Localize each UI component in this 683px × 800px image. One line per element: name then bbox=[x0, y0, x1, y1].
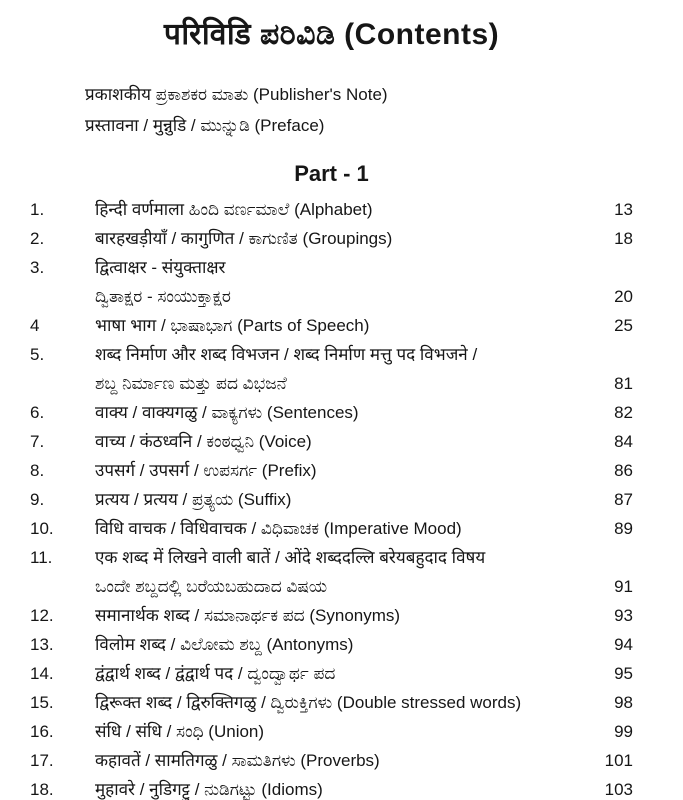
entry-text bbox=[95, 427, 597, 456]
entry-text bbox=[95, 224, 597, 253]
entry-line: हिन्दी वर्णमाला ಹಿಂದಿ ವರ್ಣಮಾಲೆ (Alphabet) bbox=[95, 200, 373, 219]
entry-line: प्रत्यय / प्रत्यय / ಪ್ರತ್ಯಯ (Suffix) bbox=[95, 490, 292, 509]
entry-text bbox=[95, 398, 597, 427]
toc-entry bbox=[30, 630, 633, 659]
toc-entry bbox=[30, 311, 633, 340]
toc-entries bbox=[30, 195, 633, 800]
entry-line: ಒಂದೇ ಶಬ್ದದಲ್ಲಿ ಬರೆಯಬಹುದಾದ ವಿಷಯ bbox=[95, 577, 328, 596]
entry-line: ಶಬ್ದ ನಿರ್ಮಾಣ ಮತ್ತು ಪದ ವಿಭಜನೆ bbox=[95, 374, 287, 393]
front-matter bbox=[85, 79, 633, 141]
entry-page-number: 101 bbox=[604, 751, 633, 770]
entry-number: 7. bbox=[30, 432, 45, 451]
entry-page-number: 95 bbox=[614, 664, 633, 683]
entry-text bbox=[95, 543, 597, 601]
toc-entry bbox=[30, 717, 633, 746]
entry-page-number: 13 bbox=[614, 200, 633, 219]
entry-page-number: 98 bbox=[614, 693, 633, 712]
entry-number: 2. bbox=[30, 229, 45, 248]
entry-number: 3. bbox=[30, 258, 45, 277]
entry-page-number: 94 bbox=[614, 635, 633, 654]
entry-line: भाषा भाग / ಭಾಷಾಭಾಗ (Parts of Speech) bbox=[95, 316, 370, 335]
entry-line: वाक्य / वाक्यगळु / ವಾಕ್ಯಗಳು (Sentences) bbox=[95, 403, 359, 422]
entry-line: बारहखड़ीयाँ / कागुणित / ಕಾಗುಣಿತ (Groupings) bbox=[95, 229, 393, 248]
entry-text bbox=[95, 456, 597, 485]
toc-entry bbox=[30, 601, 633, 630]
entry-page-number: 20 bbox=[614, 287, 633, 306]
entry-line: द्वंद्वार्थ शब्द / द्वंद्वार्थ पद / ದ್ವಂದ್ವಾರ್ಥ ಪದ bbox=[95, 664, 336, 683]
entry-page-number: 18 bbox=[614, 229, 633, 248]
front-matter-preface: प्रस्तावना / मुन्नुडि / ಮುನ್ನುಡಿ (Preface) bbox=[85, 116, 325, 135]
entry-text bbox=[95, 195, 597, 224]
toc-entry bbox=[30, 514, 633, 543]
entry-page-number: 82 bbox=[614, 403, 633, 422]
entry-number: 9. bbox=[30, 490, 45, 509]
entry-text bbox=[95, 630, 597, 659]
toc-entry bbox=[30, 195, 633, 224]
entry-line: एक शब्द में लिखने वाली बातें / ओंदे शब्ददल्लि बरेयबहुदाद विषय bbox=[95, 548, 486, 567]
entry-text bbox=[95, 514, 597, 543]
entry-number: 13. bbox=[30, 635, 54, 654]
entry-text bbox=[95, 717, 597, 746]
entry-text bbox=[95, 688, 597, 717]
entry-number: 15. bbox=[30, 693, 54, 712]
entry-line: कहावतें / सामतिगळु / ಸಾಮತಿಗಳು (Proverbs) bbox=[95, 751, 380, 770]
entry-number: 6. bbox=[30, 403, 45, 422]
entry-number: 17. bbox=[30, 751, 54, 770]
entry-page-number: 86 bbox=[614, 461, 633, 480]
part-heading: Part - 1 bbox=[294, 161, 369, 186]
entry-number: 11. bbox=[30, 548, 53, 567]
entry-number: 1. bbox=[30, 200, 45, 219]
toc-entry bbox=[30, 485, 633, 514]
toc-entry bbox=[30, 775, 633, 800]
entry-page-number: 81 bbox=[614, 374, 633, 393]
entry-text bbox=[95, 311, 597, 340]
entry-page-number: 103 bbox=[604, 780, 633, 799]
entry-line: विधि वाचक / विधिवाचक / ವಿಧಿವಾಚಕ (Imperative Mood) bbox=[95, 519, 462, 538]
entry-line: शब्द निर्माण और शब्द विभजन / शब्द निर्माण मत्तु पद विभजने / bbox=[95, 345, 478, 364]
entry-text bbox=[95, 601, 597, 630]
entry-text bbox=[95, 485, 597, 514]
entry-line: संधि / संधि / ಸಂಧಿ (Union) bbox=[95, 722, 265, 741]
toc-entry bbox=[30, 456, 633, 485]
toc-entry bbox=[30, 340, 633, 398]
entry-number: 14. bbox=[30, 664, 54, 683]
entry-text bbox=[95, 659, 597, 688]
toc-entry bbox=[30, 746, 633, 775]
entry-number: 12. bbox=[30, 606, 54, 625]
entry-number: 4 bbox=[30, 316, 40, 335]
entry-page-number: 89 bbox=[614, 519, 633, 538]
toc-entry bbox=[30, 688, 633, 717]
entry-line: ದ್ವಿತಾಕ್ಷರ - ಸಂಯುಕ್ತಾಕ್ಷರ bbox=[95, 287, 231, 306]
entry-text bbox=[95, 253, 597, 311]
entry-number: 8. bbox=[30, 461, 45, 480]
entry-number: 5. bbox=[30, 345, 45, 364]
toc-entry bbox=[30, 398, 633, 427]
entry-page-number: 84 bbox=[614, 432, 633, 451]
entry-text bbox=[95, 775, 597, 800]
entry-line: उपसर्ग / उपसर्ग / ಉಪಸರ್ಗ (Prefix) bbox=[95, 461, 317, 480]
entry-page-number: 91 bbox=[614, 577, 633, 596]
entry-number: 18. bbox=[30, 780, 54, 799]
entry-page-number: 25 bbox=[614, 316, 633, 335]
front-matter-publishers-note: प्रकाशकीय ಪ್ರಕಾಶಕರ ಮಾತು (Publisher's Note) bbox=[85, 85, 388, 104]
entry-page-number: 87 bbox=[614, 490, 633, 509]
entry-page-number: 93 bbox=[614, 606, 633, 625]
entry-number: 16. bbox=[30, 722, 54, 741]
toc-entry bbox=[30, 253, 633, 311]
entry-line: मुहावरे / नुडिगट्टु / ನುಡಿಗಟ್ಟು (Idioms) bbox=[95, 780, 323, 799]
entry-line: द्वित्वाक्षर - संयुक्ताक्षर bbox=[95, 258, 226, 277]
toc-entry bbox=[30, 427, 633, 456]
entry-line: समानार्थक शब्द / ಸಮಾನಾರ್ಥಕ ಪದ (Synonyms) bbox=[95, 606, 401, 625]
entry-text bbox=[95, 340, 597, 398]
entry-page-number: 99 bbox=[614, 722, 633, 741]
entry-text bbox=[95, 746, 597, 775]
entry-number: 10. bbox=[30, 519, 54, 538]
entry-line: वाच्य / कंठध्वनि / ಕಂಠಧ್ವನಿ (Voice) bbox=[95, 432, 312, 451]
toc-entry bbox=[30, 224, 633, 253]
toc-entry bbox=[30, 659, 633, 688]
page-title: परिविडि ಪರಿವಿಡಿ (Contents) bbox=[163, 18, 500, 51]
toc-entry bbox=[30, 543, 633, 601]
entry-line: द्विरूक्त शब्द / द्विरुक्तिगळु / ದ್ವಿರುಕ್ತಿಗಳು (Double stressed words) bbox=[95, 693, 522, 712]
entry-line: विलोम शब्द / ವಿಲೋಮ ಶಬ್ದ (Antonyms) bbox=[95, 635, 354, 654]
